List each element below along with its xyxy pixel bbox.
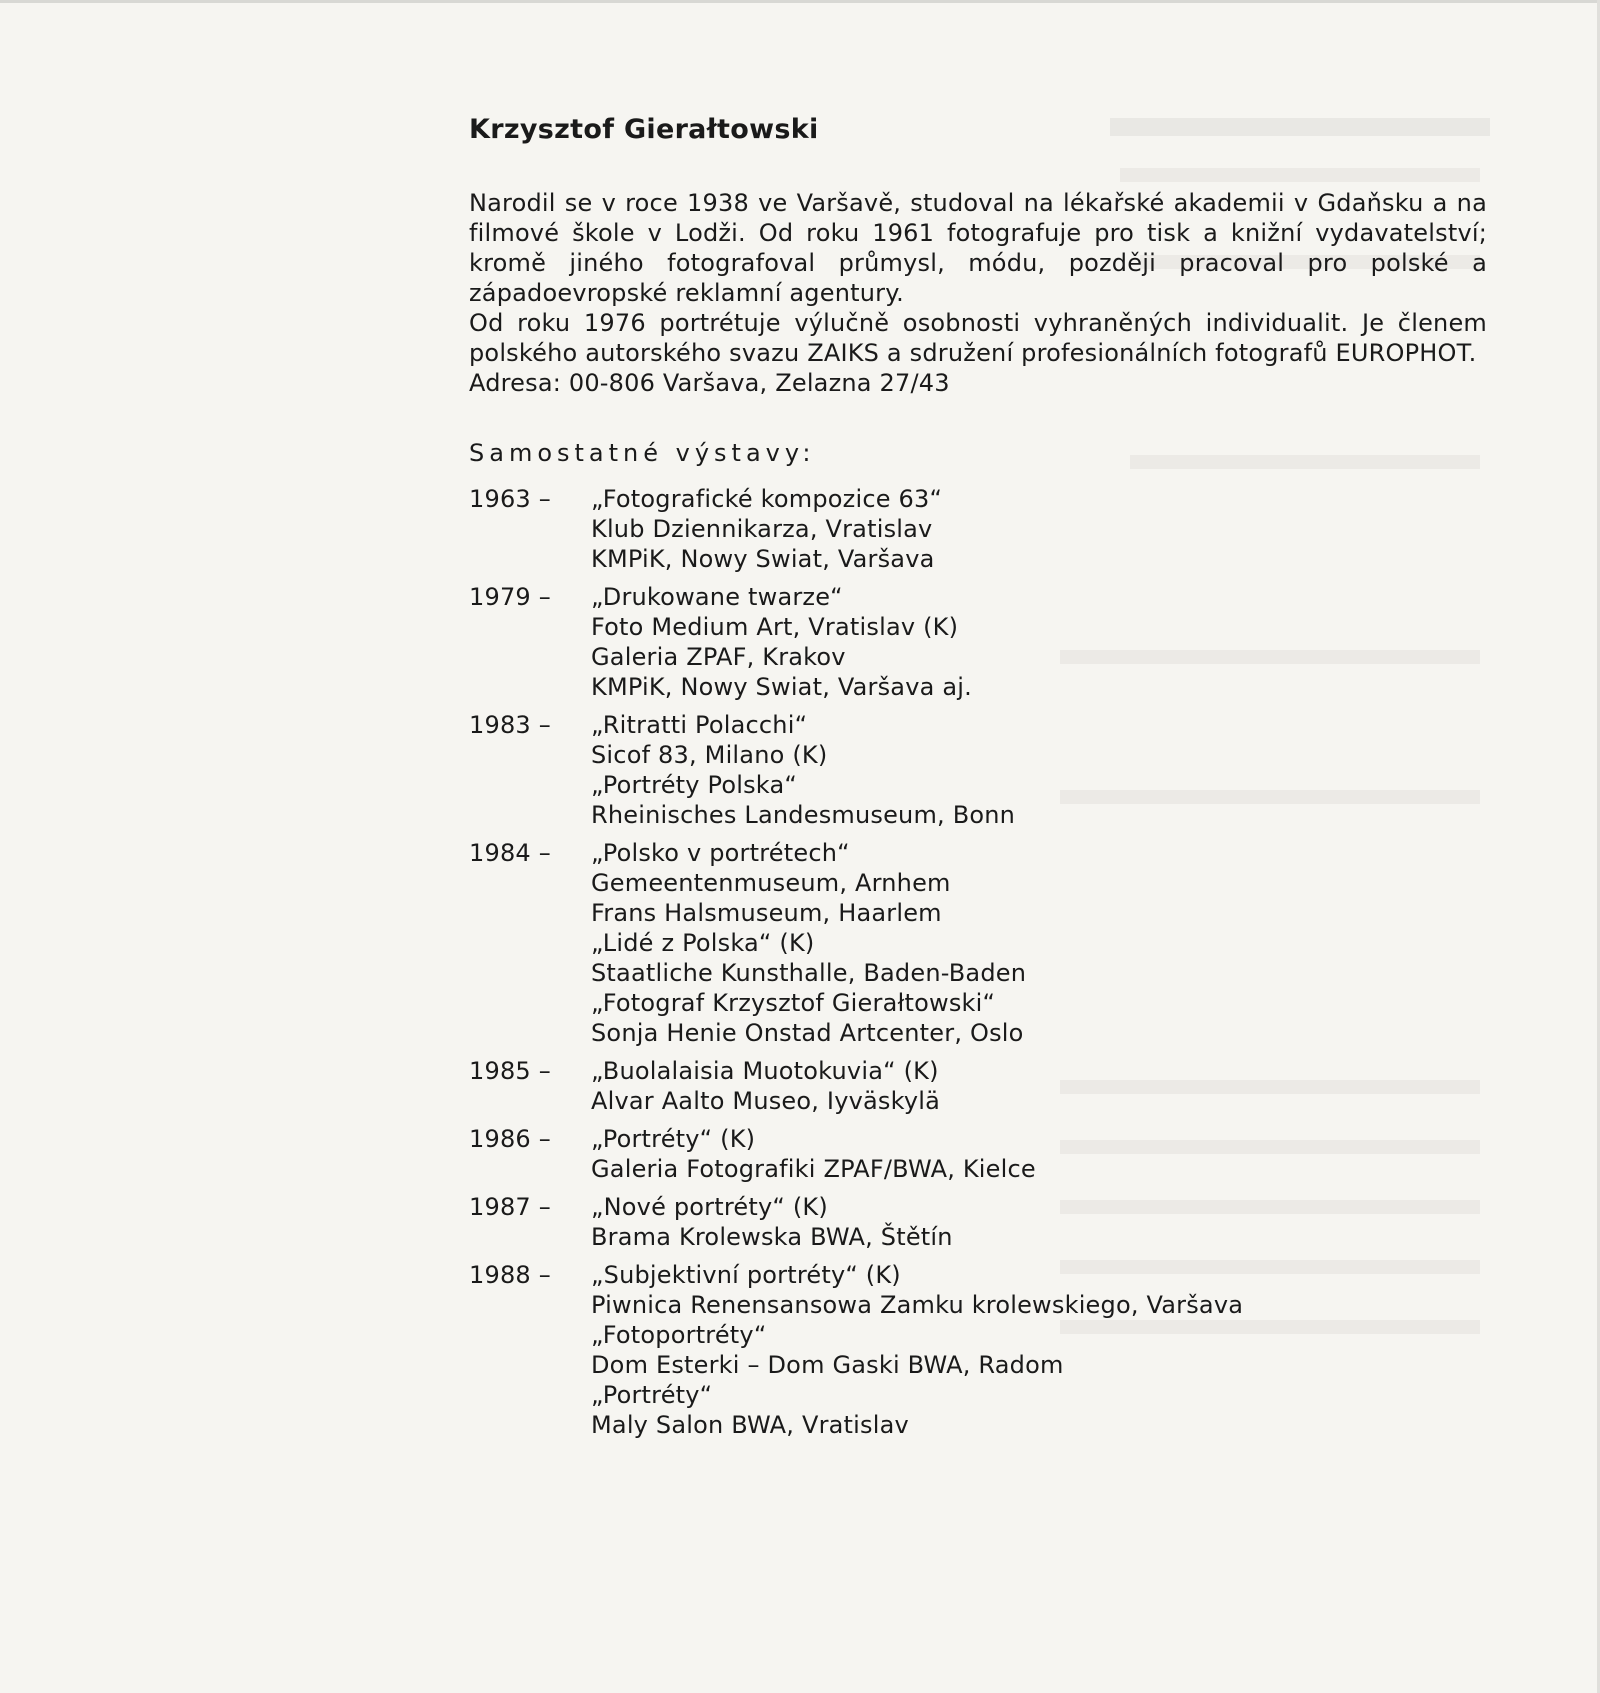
exhibition-line: „Buolalaisia Muotokuvia“ (K) [591,1057,939,1085]
exhibition-entry [469,710,1487,830]
exhibition-line: Sicof 83, Milano (K) [591,741,828,769]
exhibition-line: KMPiK, Nowy Swiat, Varšava [591,545,935,573]
page-content [469,112,1487,1448]
exhibition-line: „Lidé z Polska“ (K) [591,929,815,957]
exhibition-line: Alvar Aalto Museo, Iyväskylä [591,1087,941,1115]
exhibition-entry [469,1260,1487,1440]
exhibition-line: „Polsko v portrétech“ [591,839,850,867]
exhibition-details [591,710,1487,830]
exhibition-entry [469,582,1487,702]
exhibition-details [591,1260,1487,1440]
exhibition-entry [469,1124,1487,1184]
exhibition-details [591,838,1487,1048]
exhibition-line: „Portréty“ [591,1381,713,1409]
exhibition-line: Maly Salon BWA, Vratislav [591,1411,909,1439]
exhibition-line: „Portréty Polska“ [591,771,797,799]
exhibition-year: 1983 – [469,711,551,739]
exhibition-entry [469,484,1487,574]
exhibition-line: Galeria Fotografiki ZPAF/BWA, Kielce [591,1155,1036,1183]
exhibition-line: Rheinisches Landesmuseum, Bonn [591,801,1016,829]
exhibition-line: „Nové portréty“ (K) [591,1193,828,1221]
exhibition-list [469,484,1487,1440]
exhibition-entry [469,838,1487,1048]
exhibition-details [591,1124,1487,1184]
exhibition-year: 1963 – [469,485,551,513]
exhibition-line: Foto Medium Art, Vratislav (K) [591,613,959,641]
exhibition-line: Dom Esterki – Dom Gaski BWA, Radom [591,1351,1064,1379]
exhibition-details [591,1192,1487,1252]
exhibition-details [591,582,1487,702]
bio-paragraph-2: Od roku 1976 portrétuje výlučně osobnosti vyhraněných individualit. Je členem polského autorského svazu ZAIKS a sdružení profesionálních fotografů EUROPHOT. [469,309,1487,367]
exhibition-line: „Portréty“ (K) [591,1125,756,1153]
exhibition-line: „Fotoportréty“ [591,1321,767,1349]
bio-paragraph-1: Narodil se v roce 1938 ve Varšavě, studoval na lékařské akademii v Gdaňsku a na filmové škole v Lodži. Od roku 1961 fotografuje pro tisk a knižní vydavatelství; kromě jiného fotografoval průmysl, módu, později pracoval pro polské a západoevropské reklamní agentury. [469,189,1487,307]
exhibition-line: Brama Krolewska BWA, Štětín [591,1223,953,1251]
exhibition-year: 1987 – [469,1193,551,1221]
section-title-solo-exhibitions: Samostatné výstavy: [469,439,816,467]
exhibition-year: 1985 – [469,1057,551,1085]
exhibition-line: KMPiK, Nowy Swiat, Varšava aj. [591,673,972,701]
exhibition-line: „Drukowane twarze“ [591,583,843,611]
exhibition-line: Gemeentenmuseum, Arnhem [591,869,951,897]
exhibition-year: 1984 – [469,839,551,867]
exhibition-entry [469,1056,1487,1116]
exhibition-line: „Subjektivní portréty“ (K) [591,1261,901,1289]
exhibition-line: „Ritratti Polacchi“ [591,711,808,739]
address: Adresa: 00-806 Varšava, Zelazna 27/43 [469,369,950,397]
biography [469,188,1487,398]
exhibition-year: 1988 – [469,1261,551,1289]
exhibition-line: „Fotograf Krzysztof Gierałtowski“ [591,989,996,1017]
exhibition-line: Klub Dziennikarza, Vratislav [591,515,933,543]
exhibition-line: Sonja Henie Onstad Artcenter, Oslo [591,1019,1024,1047]
exhibition-entry [469,1192,1487,1252]
exhibition-line: Piwnica Renensansowa Zamku krolewskiego, Varšava [591,1291,1244,1319]
exhibition-details [591,484,1487,574]
exhibition-details [591,1056,1487,1116]
exhibition-line: Galeria ZPAF, Krakov [591,643,846,671]
exhibition-line: Frans Halsmuseum, Haarlem [591,899,942,927]
artist-name: Krzysztof Gierałtowski [469,114,819,145]
exhibition-year: 1986 – [469,1125,551,1153]
exhibition-line: Staatliche Kunsthalle, Baden-Baden [591,959,1027,987]
exhibition-year: 1979 – [469,583,551,611]
exhibition-line: „Fotografické kompozice 63“ [591,485,943,513]
